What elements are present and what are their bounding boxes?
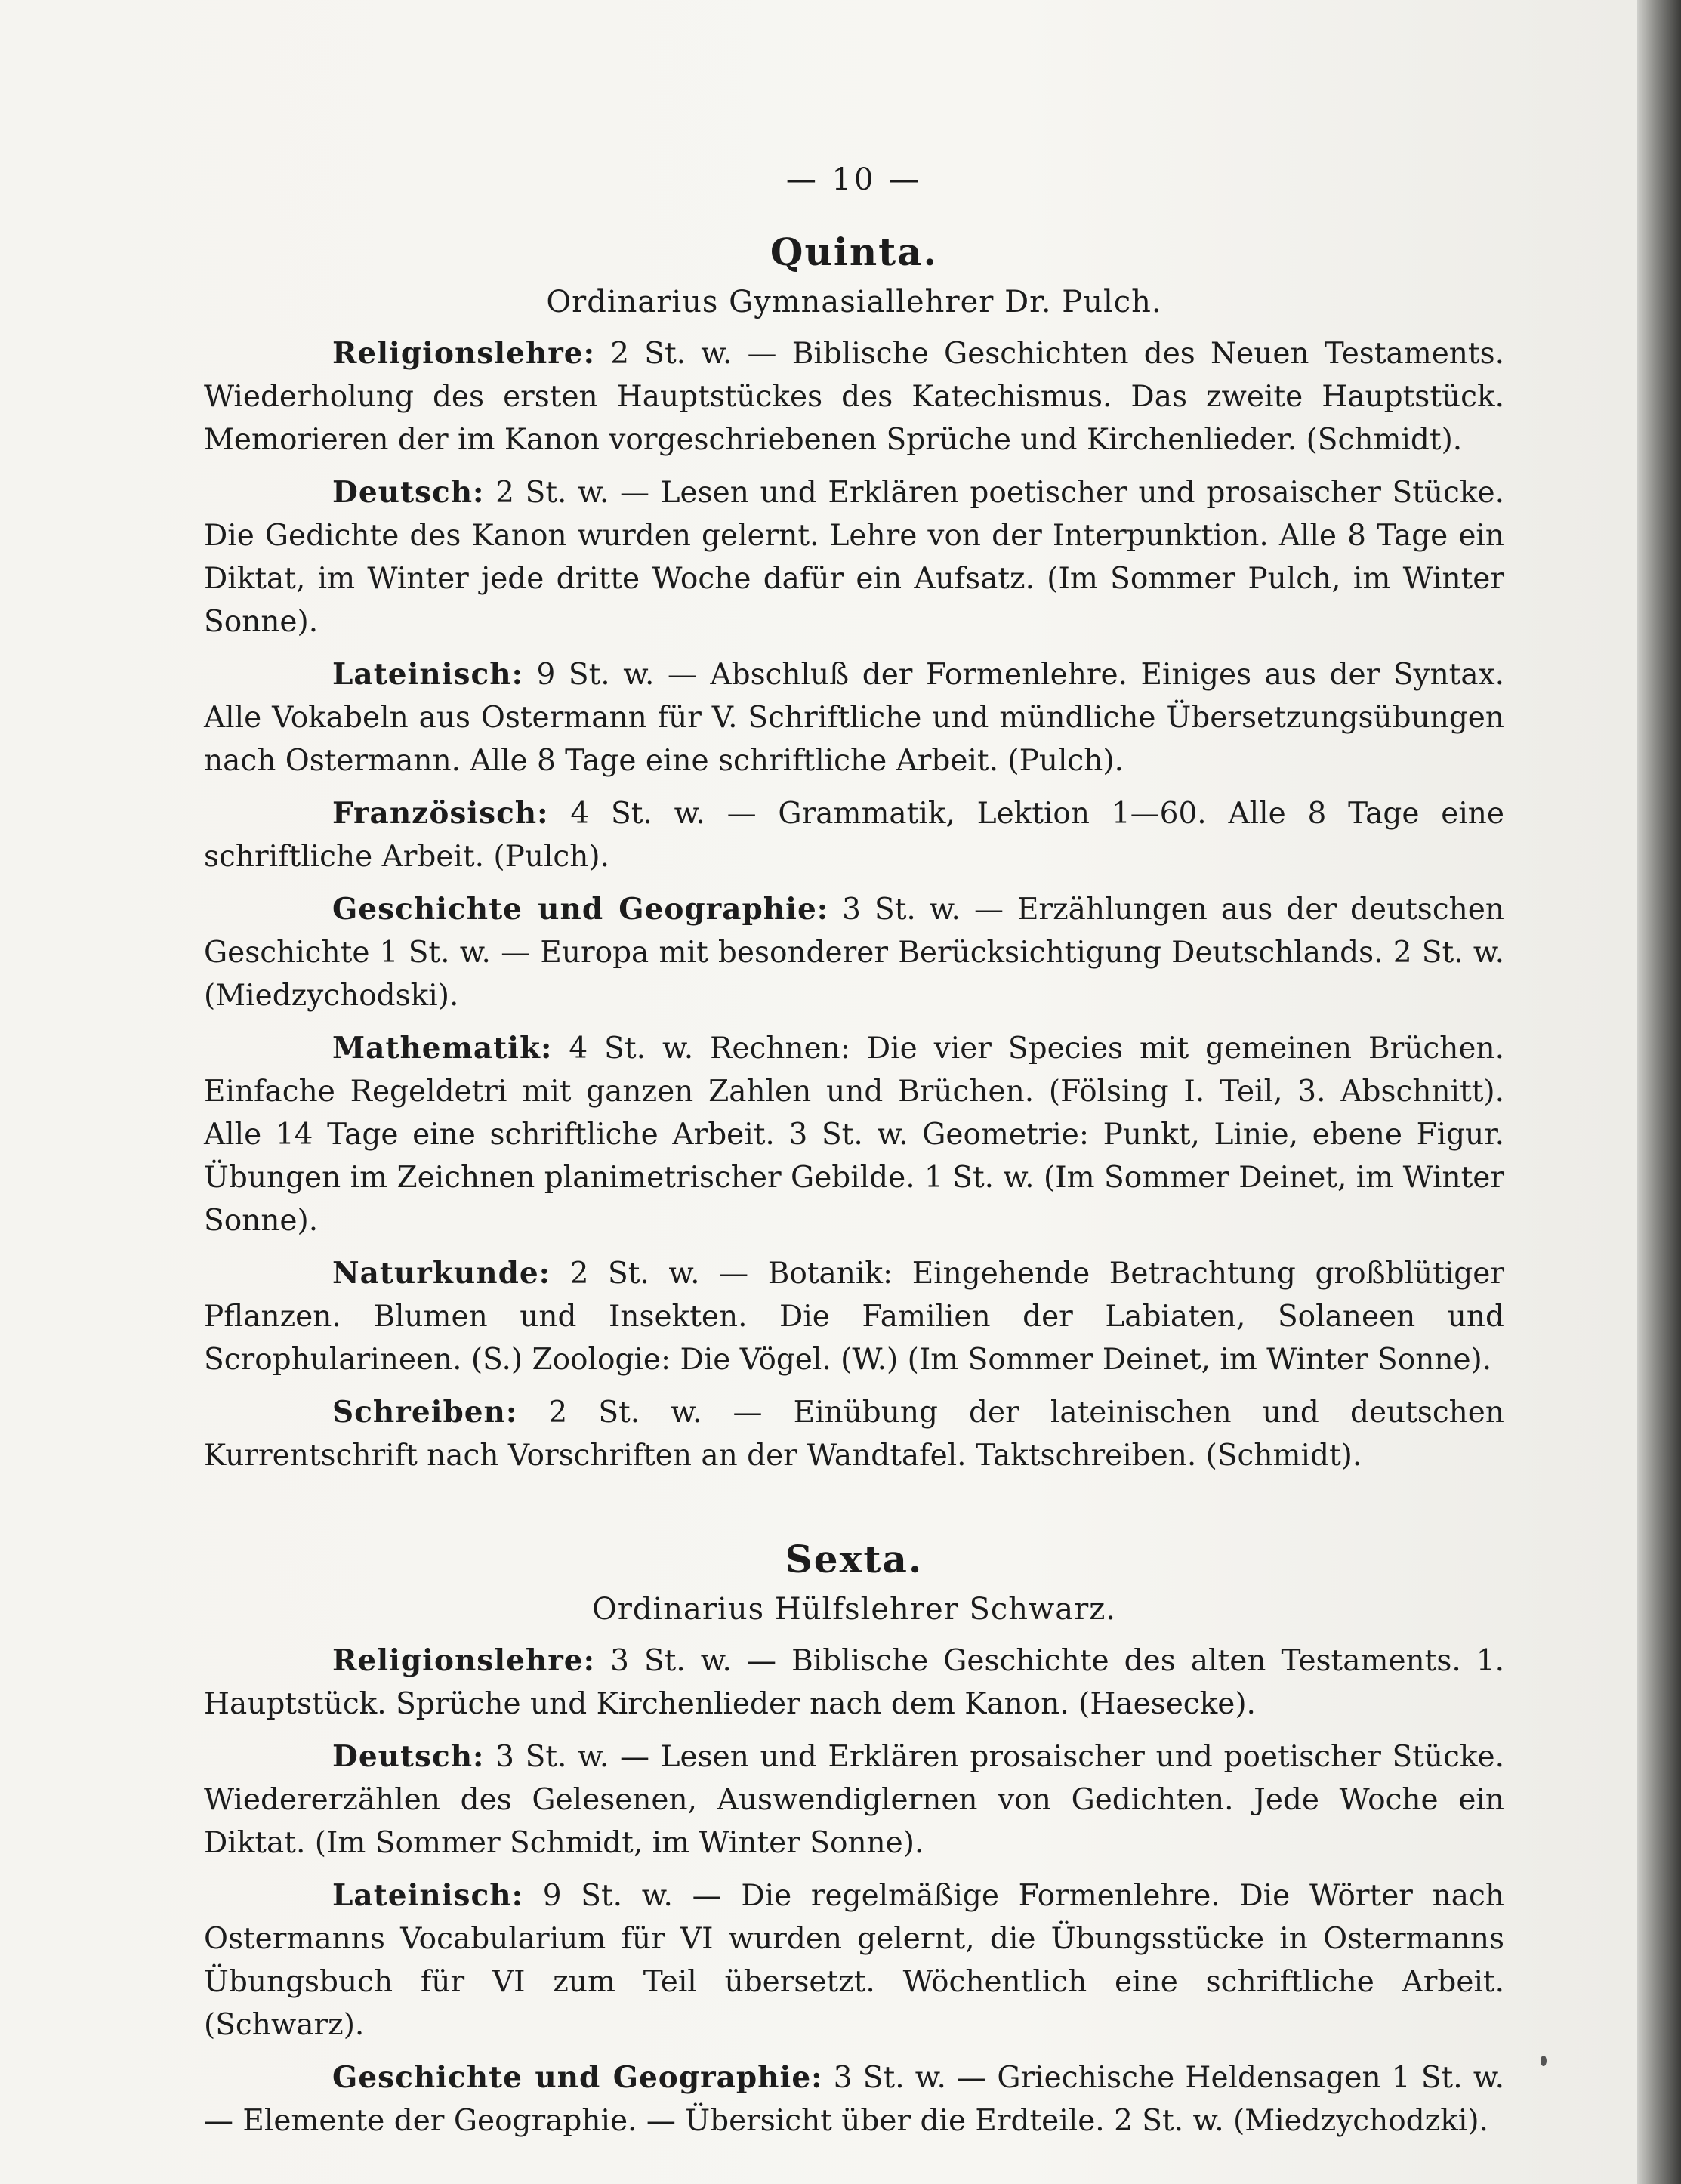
subject-paragraph [204,1252,1504,1381]
subject-heading: Religionslehre: [332,336,596,371]
subject-text: 3 St. w. — Lesen und Erklären prosaischer und poetischer Stücke. Wiedererzählen des Gelesenen, Auswendiglernen von Gedichten. Jede Woche ein Diktat. (Im Sommer Schmidt, im Winter Sonne). [204,1740,1504,1860]
subject-heading: Geschichte und Geographie: [332,892,829,927]
subject-heading: Schreiben: [332,1395,518,1430]
subject-heading: Französisch: [332,796,549,831]
section-ordinarius: Ordinarius Hülfslehrer Schwarz. [591,1592,1117,1627]
subject-heading: Lateinisch: [332,657,523,692]
section-sexta [204,1535,1504,2142]
subject-paragraph [204,2056,1504,2142]
section-title: Sexta. [785,1537,924,1581]
subject-text: 4 St. w. Rechnen: Die vier Species mit gemeinen Brüchen. Einfache Regeldetri mit ganzen Zahlen und Brüchen. (Fölsing I. Teil, 3. Abschnitt). Alle 14 Tage eine schriftliche Arbeit. 3 St. w. Geometrie: Punkt, Linie, ebene Figur. Übungen im Zeichnen planimetrischer Gebilde. 1 St. w. (Im Sommer Deinet, im Winter Sonne). [204,1032,1504,1238]
subject-text: 9 St. w. — Die regelmäßige Formenlehre. Die Wörter nach Ostermanns Vocabularium für VI wurden gelernt, die Übungsstücke in Ostermanns Übungsbuch für VI zum Teil übersetzt. Wöchentlich eine schriftliche Arbeit. (Schwarz). [204,1879,1504,2042]
subject-text: 9 St. w. — Abschluß der Formenlehre. Einiges aus der Syntax. Alle Vokabeln aus Ostermann für V. Schriftliche und mündliche Übersetzungsübungen nach Ostermann. Alle 8 Tage eine schriftliche Arbeit. (Pulch). [204,658,1504,778]
subject-paragraph [204,1027,1504,1242]
subject-paragraph [204,471,1504,643]
subject-paragraph [204,792,1504,878]
subject-heading: Mathematik: [332,1031,553,1066]
ink-blot [1541,2056,1547,2066]
page-number: — 10 — [785,162,923,197]
subject-heading: Religionslehre: [332,1643,596,1678]
subject-paragraph [204,1735,1504,1865]
section-quinta [204,228,1504,1477]
subject-text: 2 St. w. — Botanik: Eingehende Betrachtung großblütiger Pflanzen. Blumen und Insekten. Die Familien der Labiaten, Solaneen und Scrophularineen. (S.) Zoologie: Die Vögel. (W.) (Im Sommer Deinet, im Winter Sonne). [204,1257,1504,1377]
subject-text: 2 St. w. — Lesen und Erklären poetischer und prosaischer Stücke. Die Gedichte des Kanon wurden gelernt. Lehre von der Interpunktion. Alle 8 Tage ein Diktat, im Winter jede dritte Woche dafür ein Aufsatz. (Im Sommer Pulch, im Winter Sonne). [204,476,1504,639]
subject-paragraph [204,1874,1504,2047]
subject-heading: Deutsch: [332,475,485,510]
subject-heading: Deutsch: [332,1739,485,1774]
subject-paragraph [204,1640,1504,1726]
subject-text: 3 St. w. — Griechische Heldensagen 1 St. w. — Elemente der Geographie. — Übersicht über die Erdteile. 2 St. w. (Miedzychodzki). [204,2061,1504,2138]
subject-heading: Naturkunde: [332,1256,551,1291]
subject-text: 2 St. w. — Biblische Geschichten des Neuen Testaments. Wiederholung des ersten Hauptstückes des Katechismus. Das zweite Hauptstück. Memorieren der im Kanon vorgeschriebenen Sprüche und Kirchenlieder. (Schmidt). [204,337,1504,457]
page-content [204,159,1504,2152]
subject-paragraph [204,653,1504,782]
subject-heading: Geschichte und Geographie: [332,2060,823,2095]
subject-text: 3 St. w. — Biblische Geschichte des alten Testaments. 1. Hauptstück. Sprüche und Kirchenlieder nach dem Kanon. (Haesecke). [204,1644,1504,1721]
subject-text: 3 St. w. — Erzählungen aus der deutschen Geschichte 1 St. w. — Europa mit besonderer Berücksichtigung Deutschlands. 2 St. w. (Miedzychodski). [204,893,1504,1013]
subject-text: 2 St. w. — Einübung der lateinischen und deutschen Kurrentschrift nach Vorschriften an der Wandtafel. Taktschreiben. (Schmidt). [204,1396,1504,1473]
page-edge-shadow [1637,0,1681,2184]
subject-text: 4 St. w. — Grammatik, Lektion 1—60. Alle 8 Tage eine schriftliche Arbeit. (Pulch). [204,797,1504,874]
subject-paragraph [204,332,1504,461]
section-ordinarius: Ordinarius Gymnasiallehrer Dr. Pulch. [546,285,1162,319]
section-spacer [204,1487,1504,1535]
subject-paragraph [204,1391,1504,1477]
subject-heading: Lateinisch: [332,1878,523,1913]
section-title: Quinta. [770,230,939,274]
subject-paragraph [204,888,1504,1017]
